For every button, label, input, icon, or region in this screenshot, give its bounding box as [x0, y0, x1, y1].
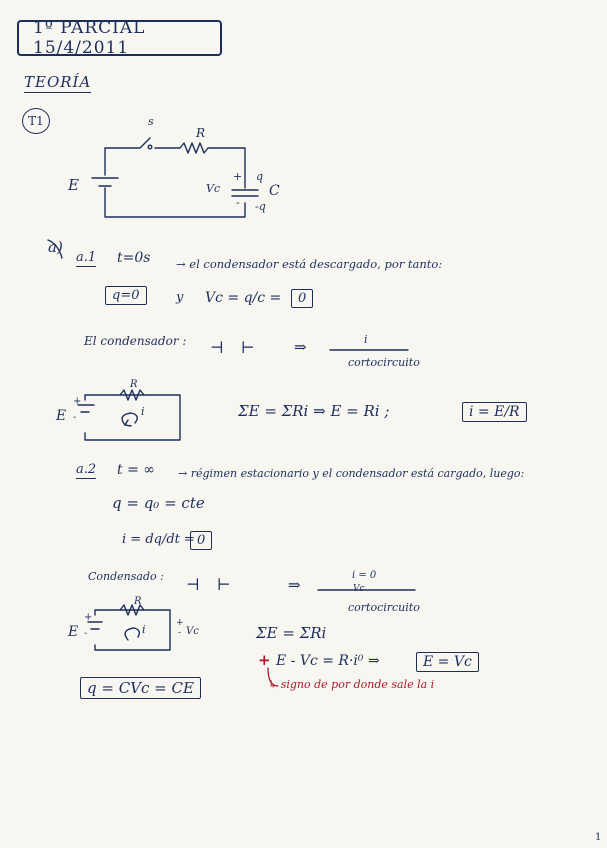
a2-circuit-vminus: - [178, 628, 182, 638]
a1-description: → el condensador está descargado, por tanto: [176, 257, 443, 271]
switch-label: s [148, 115, 154, 128]
a1-label: a.1 [76, 250, 97, 265]
a2-final-result: q = CVc = CE [80, 677, 201, 699]
a1-sum-equation: ΣE = ΣRi ⇒ E = Ri ; [238, 402, 390, 420]
a2-zero-current: i = 0 [352, 570, 377, 581]
a2-voltage-equation: E - Vc = R·i⁰ ⇒ [276, 653, 380, 669]
a1-vc-result: 0 [291, 289, 313, 308]
neg-charge-label: -q [255, 200, 266, 213]
a2-circuit-minus: - [84, 628, 88, 639]
part-a-label: a) [48, 238, 63, 256]
a2-current-result: 0 [190, 531, 212, 550]
a1-charge-result: q=0 [105, 286, 147, 305]
minus-label: - [236, 196, 240, 209]
a2-capacitor-label: Condensado : [88, 570, 164, 583]
a2-description: → régimen estacionario y el condensador está cargado, luego: [178, 467, 525, 480]
a2-sign-marker: + [258, 651, 271, 669]
a1-capacitor-label: El condensador : [84, 334, 187, 348]
a2-sign-note: ↳ signo de por donde sale la i [268, 678, 435, 691]
a2-capacitor-symbol: ⊣ ⊢ [186, 575, 237, 594]
a1-circuit-r: R [130, 379, 138, 390]
a2-circuit-vc: Vc [186, 626, 199, 637]
a2-implies-arrow: ⇒ [288, 576, 301, 594]
a2-circuit-i: i [142, 623, 146, 636]
a1-time: t=0s [117, 250, 151, 266]
a2-current-equation: i = dq/dt = [122, 532, 195, 547]
section-heading: TEORÍA [24, 73, 92, 91]
a1-circuit-i: i [141, 405, 145, 418]
a2-circuit-plus: + [84, 612, 93, 623]
a2-circuit-emf: E [68, 624, 79, 640]
plus-label: + [233, 170, 243, 183]
resistor-label: R [196, 126, 206, 140]
page-title: 1º PARCIAL 15/4/2011 [33, 18, 146, 58]
problem-badge: T1 [22, 108, 50, 134]
a1-short-circuit: cortocircuito [348, 356, 420, 369]
charge-label: q [256, 170, 264, 183]
capacitor-symbol: ⊣ ⊢ [210, 338, 261, 357]
a1-y: y [176, 290, 184, 305]
emf-label: E [68, 176, 79, 194]
a1-vc-equation: Vc = q/c = [205, 290, 282, 306]
page-number: 1 [595, 832, 602, 843]
a2-voltage-result: E = Vc [416, 652, 479, 672]
a2-circuit-vplus: + [176, 618, 184, 628]
implies-arrow: ⇒ [294, 338, 307, 356]
a2-vc-label: Vc [353, 584, 365, 594]
circuit-a1-diagram [78, 390, 180, 440]
a2-sum-equation: ΣE = ΣRi [256, 624, 327, 642]
a1-circuit-plus: + [73, 396, 82, 407]
a1-current-result: i = E/R [462, 402, 527, 422]
vc-label: Vc [206, 182, 221, 195]
circuit-a2-diagram [88, 605, 170, 650]
a1-circuit-minus: - [73, 412, 77, 423]
a2-short-circuit: cortocircuito [348, 601, 420, 614]
capacitor-label: C [269, 183, 280, 199]
a2-circuit-r: R [134, 596, 142, 607]
a1-circuit-emf: E [56, 408, 67, 424]
a2-label: a.2 [76, 462, 97, 477]
a1-current-label: i [364, 333, 368, 346]
a2-charge-equation: q = q₀ = cte [112, 494, 205, 512]
a2-time: t = ∞ [117, 462, 155, 478]
